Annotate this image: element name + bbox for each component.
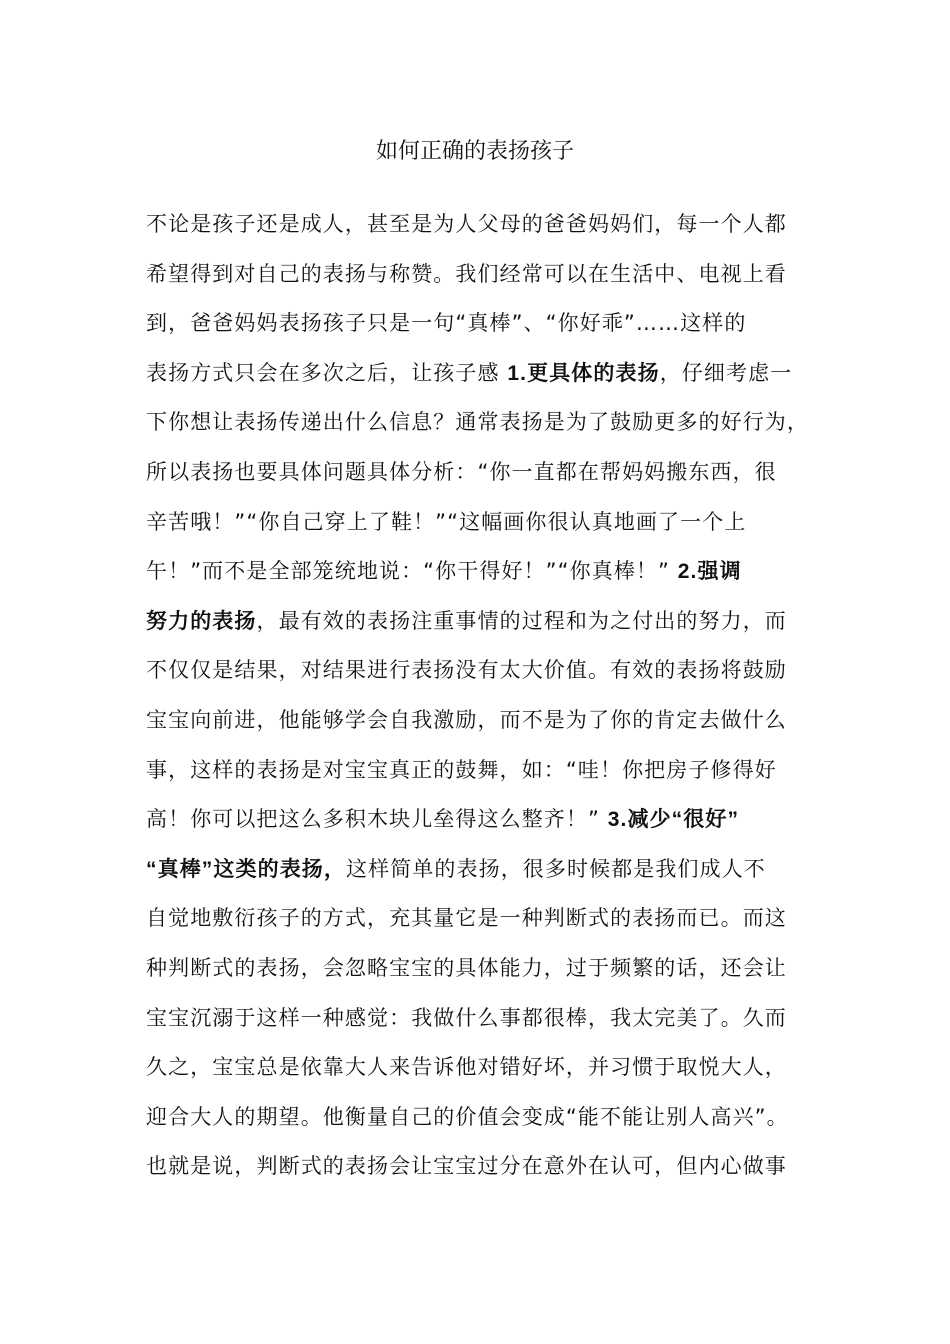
text-line — [146, 601, 806, 651]
text-line — [146, 700, 806, 750]
body-text: 久之，宝宝总是依靠大人来告诉他对错好坏，并习惯于取悦大人， — [146, 1055, 787, 1080]
text-line — [146, 204, 806, 254]
bold-heading-text: 努力的表扬 — [146, 609, 257, 633]
body-text: 高！你可以把这么多积木块儿垒得这么整齐！” — [146, 807, 608, 832]
body-text: 宝宝沉溺于这样一种感觉：我做什么事都很棒，我太完美了。久而 — [146, 1005, 787, 1030]
body-text: ，仔细考虑一 — [659, 360, 793, 385]
text-line — [146, 303, 806, 353]
text-line — [146, 898, 806, 948]
body-text: 午！”而不是全部笼统地说：“你干得好！”“你真棒！” — [146, 559, 678, 584]
body-text: 也就是说，判断式的表扬会让宝宝过分在意外在认可，但内心做事 — [146, 1154, 787, 1179]
body-text: 到，爸爸妈妈表扬孩子只是一句“真棒”、“你好乖”……这样的 — [146, 311, 747, 336]
text-line — [146, 402, 809, 452]
text-line — [146, 650, 806, 700]
text-line — [146, 948, 806, 998]
text-line — [146, 750, 806, 800]
text-line — [146, 452, 806, 502]
document-title: 如何正确的表扬孩子 — [375, 139, 574, 164]
body-text: 不论是孩子还是成人，甚至是为人父母的爸爸妈妈们，每一个人都 — [146, 212, 787, 236]
body-text: 迎合大人的期望。他衡量自己的价值会变成“能不能让别人高兴”。 — [146, 1104, 789, 1129]
body-text: 表扬方式只会在多次之后，让孩子感 — [146, 360, 508, 385]
bold-heading-text: 1.更具体的表扬 — [507, 361, 660, 385]
text-line — [146, 353, 806, 403]
body-text: 自觉地敷衍孩子的方式，充其量它是一种判断式的表扬而已。而这 — [146, 906, 787, 931]
body-text: 不仅仅是结果，对结果进行表扬没有太大价值。有效的表扬将鼓励 — [146, 658, 787, 683]
body-text: 所以表扬也要具体问题具体分析：“你一直都在帮妈妈搬东西，很 — [146, 459, 777, 484]
text-line — [146, 502, 806, 552]
body-text: ，最有效的表扬注重事情的过程和为之付出的努力，而 — [256, 608, 787, 633]
text-line — [146, 799, 806, 849]
text-line — [146, 1146, 806, 1196]
document-body — [146, 204, 809, 1196]
bold-heading-text: “真棒”这类的表扬， — [146, 857, 346, 881]
text-line — [146, 254, 806, 304]
body-text: 种判断式的表扬，会忽略宝宝的具体能力，过于频繁的话，还会让 — [146, 955, 787, 980]
body-text: 希望得到对自己的表扬与称赞。我们经常可以在生活中、电视上看 — [146, 261, 787, 286]
text-line — [146, 1097, 806, 1147]
text-line — [146, 849, 806, 899]
body-text: 辛苦哦！”“你自己穿上了鞋！”“这幅画你很认真地画了一个上 — [146, 509, 747, 534]
bold-heading-text: 3.减少“很好” — [607, 808, 740, 832]
body-text: 下你想让表扬传递出什么信息？通常表扬是为了鼓励更多的好行为， — [146, 410, 809, 435]
body-text: 这样简单的表扬，很多时候都是我们成人不 — [346, 856, 766, 881]
body-text: 宝宝向前进，他能够学会自我激励，而不是为了你的肯定去做什么 — [146, 707, 787, 732]
body-text: 事，这样的表扬是对宝宝真正的鼓舞，如：“哇！你把房子修得好 — [146, 757, 777, 782]
text-line — [146, 998, 806, 1048]
text-line — [146, 551, 806, 601]
bold-heading-text: 2.强调 — [677, 560, 742, 584]
text-line — [146, 1047, 806, 1097]
